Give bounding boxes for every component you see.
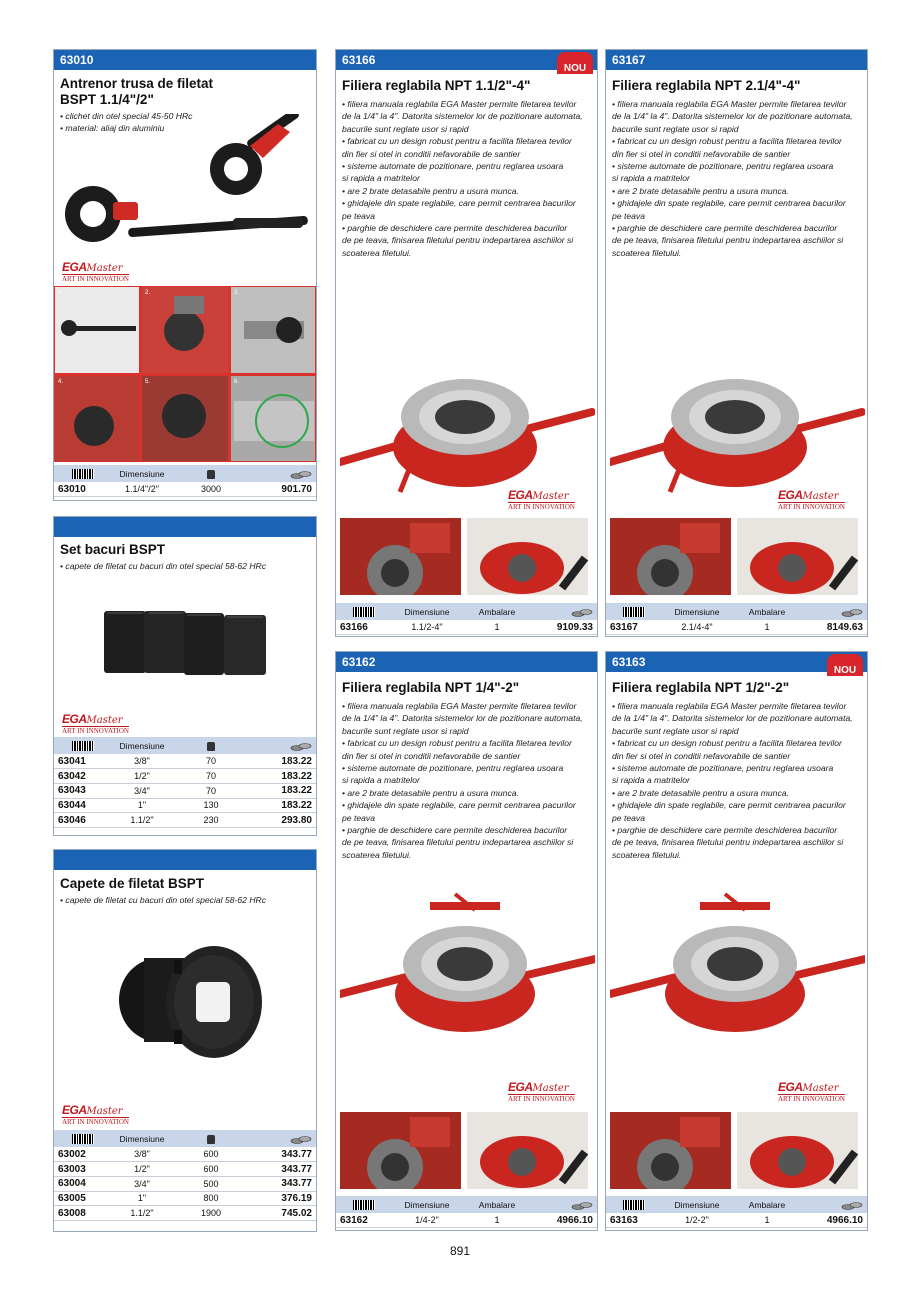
product-description bbox=[612, 700, 861, 861]
table-header-row bbox=[54, 737, 316, 754]
die-head-image bbox=[104, 930, 274, 1080]
product-title: Set bacuri BSPT bbox=[60, 542, 166, 557]
description-line: din fier si otel in conditii nefavorabile de santier bbox=[612, 750, 791, 761]
new-badge: NOU bbox=[557, 52, 593, 74]
spec-table bbox=[336, 603, 597, 635]
description-line: de la 1/4" la 4". Datorita sistemelor lor de pozitionare automata, bbox=[612, 111, 853, 122]
product-card-63163 bbox=[605, 651, 868, 1231]
product-card-63167 bbox=[605, 49, 868, 637]
brand-name: EGA bbox=[62, 1103, 87, 1117]
product-card-set-bacuri bbox=[53, 516, 317, 836]
card-header-bar bbox=[54, 517, 316, 537]
ega-master-logo bbox=[508, 1080, 575, 1103]
description-line: • parghie de deschidere care permite deschiderea bacurilor bbox=[342, 825, 568, 836]
ega-master-logo bbox=[62, 260, 129, 283]
description-line: bacurile sunt reglate usor si rapid bbox=[342, 725, 469, 736]
barcode-icon bbox=[353, 1200, 375, 1210]
bullet: • clichet din otel special 45-50 HRc bbox=[60, 111, 193, 121]
step-label: 2. bbox=[145, 290, 151, 296]
brand-name: EGA bbox=[778, 1080, 803, 1094]
col-dimensiune: Dimensiune bbox=[662, 603, 732, 620]
col-dimensiune: Dimensiune bbox=[662, 1196, 732, 1213]
table-header-row bbox=[606, 1196, 867, 1213]
description-line: din fier si otel in conditii nefavorabile de santier bbox=[342, 750, 521, 761]
brand-master: Master bbox=[532, 1083, 569, 1094]
description-line: • parghie de deschidere care permite deschiderea bacurilor bbox=[342, 223, 568, 234]
col-dimensiune: Dimensiune bbox=[392, 1196, 462, 1213]
table-row: 63003 1/2" 600 343.77 bbox=[54, 1162, 316, 1177]
description-line: scoaterea filetului. bbox=[342, 247, 412, 258]
ratchet-die-handle-image bbox=[58, 114, 314, 264]
col-ambalare: Ambalare bbox=[732, 1196, 802, 1213]
weight-icon bbox=[207, 470, 215, 479]
table-row: 63167 2.1/4-4" 1 8149.63 bbox=[606, 620, 867, 635]
coins-icon bbox=[571, 608, 593, 617]
product-title: Antrenor trusa de filetat BSPT 1.1/4"/2" bbox=[60, 76, 214, 107]
description-line: • filiera manuala reglabila EGA Master permite filetarea tevilor bbox=[342, 99, 577, 109]
col-dimensiune: Dimensiune bbox=[392, 603, 462, 620]
brand-master: Master bbox=[86, 1106, 123, 1117]
table-row: 63008 1.1/2" 1900 745.02 bbox=[54, 1206, 316, 1221]
description-line: de la 1/4" la 4". Datorita sistemelor lor de pozitionare automata, bbox=[342, 111, 583, 122]
description-line: si rapida a matritelor bbox=[612, 173, 690, 184]
product-code-header: 63166 bbox=[336, 50, 597, 70]
description-line: pe teava bbox=[342, 210, 375, 221]
table-row: 63162 1/4-2" 1 4966.10 bbox=[336, 1213, 597, 1228]
product-title: Filiera reglabila NPT 1/2"-2" bbox=[612, 680, 790, 695]
description-line: de pe teava, finisarea filetului pentru indepartarea aschiilor si bbox=[612, 235, 844, 246]
weight-icon bbox=[207, 742, 215, 751]
brand-tagline: ART IN INNOVATION bbox=[62, 275, 129, 283]
description-line: • filiera manuala reglabila EGA Master permite filetarea tevilor bbox=[342, 701, 577, 711]
table-row: 63163 1/2-2" 1 4966.10 bbox=[606, 1213, 867, 1228]
ega-master-logo bbox=[508, 488, 575, 511]
step-label: 6. bbox=[234, 379, 240, 385]
description-line: • sisteme automate de pozitionare, pentru reglarea usoara bbox=[342, 763, 564, 774]
description-line: de la 1/4" la 4". Datorita sistemelor lor de pozitionare automata, bbox=[612, 713, 853, 724]
detail-photo-right bbox=[737, 518, 858, 595]
coins-icon bbox=[290, 742, 312, 751]
table-header-row bbox=[54, 1130, 316, 1147]
coins-icon bbox=[290, 470, 312, 479]
description-line: • sisteme automate de pozitionare, pentru reglarea usoara bbox=[342, 161, 564, 172]
barcode-icon bbox=[353, 607, 375, 617]
description-line: • sisteme automate de pozitionare, pentru reglarea usoara bbox=[612, 161, 834, 172]
description-line: • parghie de deschidere care permite deschiderea bacurilor bbox=[612, 825, 838, 836]
description-line: • fabricat cu un design robust pentru a facilita filetarea tevilor bbox=[342, 738, 572, 749]
detail-photo-right bbox=[467, 518, 588, 595]
description-line: • fabricat cu un design robust pentru a facilita filetarea tevilor bbox=[342, 136, 572, 147]
product-card-capete bbox=[53, 849, 317, 1232]
step-label: 4. bbox=[58, 379, 64, 385]
col-dimensiune: Dimensiune bbox=[112, 737, 172, 754]
brand-name: EGA bbox=[508, 488, 533, 502]
description-line: din fier si otel in conditii nefavorabile de santier bbox=[612, 148, 791, 159]
bullet: • capete de filetat cu bacuri din otel special 58-62 HRc bbox=[60, 895, 267, 905]
description-line: • are 2 brate detasabile pentru a usura munca. bbox=[342, 787, 519, 798]
description-line: • parghie de deschidere care permite deschiderea bacurilor bbox=[612, 223, 838, 234]
barcode-icon bbox=[623, 607, 645, 617]
description-line: • ghidajele din spate reglabile, care permit centrarea bacurilor bbox=[342, 198, 576, 209]
brand-master: Master bbox=[532, 491, 569, 502]
description-line: scoaterea filetului. bbox=[612, 849, 682, 860]
description-line: de pe teava, finisarea filetului pentru indepartarea aschiilor si bbox=[342, 837, 574, 848]
step-label: 1. bbox=[58, 290, 64, 296]
usage-steps-photo-grid bbox=[54, 286, 316, 462]
description-line: din fier si otel in conditii nefavorabile de santier bbox=[342, 148, 521, 159]
table-row: 63005 1" 800 376.19 bbox=[54, 1191, 316, 1206]
adjustable-die-stock-image bbox=[610, 884, 865, 1054]
bullet: • capete de filetat cu bacuri din otel special 58-62 HRc bbox=[60, 561, 267, 571]
ega-master-logo bbox=[778, 1080, 845, 1103]
description-line: pe teava bbox=[342, 812, 375, 823]
brand-tagline: ART IN INNOVATION bbox=[778, 1095, 845, 1103]
description-line: • fabricat cu un design robust pentru a facilita filetarea tevilor bbox=[612, 136, 842, 147]
col-ambalare: Ambalare bbox=[462, 603, 532, 620]
brand-name: EGA bbox=[508, 1080, 533, 1094]
description-line: • are 2 brate detasabile pentru a usura munca. bbox=[342, 185, 519, 196]
weight-icon bbox=[207, 1135, 215, 1144]
detail-photo-left bbox=[340, 518, 461, 595]
description-line: • fabricat cu un design robust pentru a facilita filetarea tevilor bbox=[612, 738, 842, 749]
coins-icon bbox=[290, 1135, 312, 1144]
brand-tagline: ART IN INNOVATION bbox=[508, 1095, 575, 1103]
brand-tagline: ART IN INNOVATION bbox=[778, 503, 845, 511]
table-header-row bbox=[336, 1196, 597, 1213]
barcode-icon bbox=[623, 1200, 645, 1210]
product-description bbox=[60, 560, 310, 572]
ega-master-logo bbox=[62, 1103, 129, 1126]
col-ambalare: Ambalare bbox=[462, 1196, 532, 1213]
brand-name: EGA bbox=[62, 260, 87, 274]
brand-tagline: ART IN INNOVATION bbox=[62, 1118, 129, 1126]
col-ambalare: Ambalare bbox=[732, 603, 802, 620]
card-header-bar bbox=[54, 850, 316, 870]
description-line: • filiera manuala reglabila EGA Master permite filetarea tevilor bbox=[612, 701, 847, 711]
description-line: de la 1/4" la 4". Datorita sistemelor lor de pozitionare automata, bbox=[342, 713, 583, 724]
description-line: bacurile sunt reglate usor si rapid bbox=[612, 725, 739, 736]
col-dimensiune: Dimensiune bbox=[112, 1130, 172, 1147]
product-code-header: 63167 bbox=[606, 50, 867, 70]
product-title: Filiera reglabila NPT 1/4"-2" bbox=[342, 680, 520, 695]
col-dimensiune: Dimensiune bbox=[112, 465, 172, 482]
table-row: 63004 3/4" 500 343.77 bbox=[54, 1176, 316, 1191]
description-line: • ghidajele din spate reglabile, care permit centrarea bacurilor bbox=[612, 198, 846, 209]
barcode-icon bbox=[72, 1134, 94, 1144]
table-row: 63041 3/8" 70 183.22 bbox=[54, 754, 316, 769]
coins-icon bbox=[841, 608, 863, 617]
table-row: 63166 1.1/2-4" 1 9109.33 bbox=[336, 620, 597, 635]
table-row: 63042 1/2" 70 183.22 bbox=[54, 769, 316, 784]
description-line: bacurile sunt reglate usor si rapid bbox=[612, 123, 739, 134]
table-row: 63010 1.1/4"/2" 3000 901.70 bbox=[54, 482, 316, 497]
description-line: • are 2 brate detasabile pentru a usura munca. bbox=[612, 185, 789, 196]
product-description bbox=[60, 894, 310, 906]
description-line: • ghidajele din spate reglabile, care permit centrarea pacurilor bbox=[342, 800, 576, 811]
description-line: bacurile sunt reglate usor si rapid bbox=[342, 123, 469, 134]
spec-table bbox=[54, 465, 316, 497]
description-line: scoaterea filetului. bbox=[342, 849, 412, 860]
product-title: Filiera reglabila NPT 1.1/2"-4" bbox=[342, 78, 531, 93]
adjustable-die-stock-image bbox=[340, 332, 595, 502]
coins-icon bbox=[571, 1201, 593, 1210]
brand-name: EGA bbox=[62, 712, 87, 726]
product-description bbox=[342, 98, 591, 259]
description-line: de pe teava, finisarea filetului pentru indepartarea aschiilor si bbox=[342, 235, 574, 246]
ega-master-logo bbox=[62, 712, 129, 735]
die-set-image bbox=[99, 603, 279, 683]
product-card-63162 bbox=[335, 651, 598, 1231]
spec-table bbox=[54, 1130, 316, 1221]
brand-master: Master bbox=[802, 1083, 839, 1094]
product-description bbox=[612, 98, 861, 259]
table-header-row bbox=[54, 465, 316, 482]
detail-photo-right bbox=[737, 1112, 858, 1189]
description-line: si rapida a matritelor bbox=[342, 775, 420, 786]
description-line: • are 2 brate detasabile pentru a usura munca. bbox=[612, 787, 789, 798]
table-header-row bbox=[606, 603, 867, 620]
spec-table bbox=[606, 1196, 867, 1228]
spec-table bbox=[606, 603, 867, 635]
product-title: Filiera reglabila NPT 2.1/4"-4" bbox=[612, 78, 801, 93]
step-label: 5. bbox=[145, 379, 151, 385]
detail-photo-left bbox=[340, 1112, 461, 1189]
detail-photo-left bbox=[610, 1112, 731, 1189]
product-description bbox=[342, 700, 591, 861]
detail-photo-right bbox=[467, 1112, 588, 1189]
description-line: pe teava bbox=[612, 812, 645, 823]
table-header-row bbox=[336, 603, 597, 620]
coins-icon bbox=[841, 1201, 863, 1210]
step-label: 3. bbox=[234, 290, 240, 296]
product-card-63010 bbox=[53, 49, 317, 501]
brand-tagline: ART IN INNOVATION bbox=[508, 503, 575, 511]
product-code-header: 63162 bbox=[336, 652, 597, 672]
page-number: 891 bbox=[449, 1244, 471, 1258]
product-title: Capete de filetat BSPT bbox=[60, 876, 205, 891]
brand-name: EGA bbox=[778, 488, 803, 502]
bullet: • material: aliaj din aluminiu bbox=[60, 123, 165, 134]
adjustable-die-stock-image bbox=[610, 332, 865, 502]
barcode-icon bbox=[72, 469, 94, 479]
adjustable-die-stock-image bbox=[340, 884, 595, 1054]
brand-master: Master bbox=[86, 715, 123, 726]
product-code-header: 63163 bbox=[606, 652, 867, 672]
brand-master: Master bbox=[802, 491, 839, 502]
description-line: scoaterea filetului. bbox=[612, 247, 682, 258]
table-row: 63002 3/8" 600 343.77 bbox=[54, 1147, 316, 1162]
spec-table bbox=[54, 737, 316, 828]
ega-master-logo bbox=[778, 488, 845, 511]
description-line: de pe teava, finisarea filetului pentru indepartarea aschiilor si bbox=[612, 837, 844, 848]
table-row: 63043 3/4" 70 183.22 bbox=[54, 783, 316, 798]
product-code-header: 63010 bbox=[54, 50, 316, 70]
product-card-63166 bbox=[335, 49, 598, 637]
description-line: • sisteme automate de pozitionare, pentru reglarea usoara bbox=[612, 763, 834, 774]
barcode-icon bbox=[72, 741, 94, 751]
brand-master: Master bbox=[86, 263, 123, 274]
brand-tagline: ART IN INNOVATION bbox=[62, 727, 129, 735]
detail-photo-left bbox=[610, 518, 731, 595]
table-row: 63046 1.1/2" 230 293.80 bbox=[54, 813, 316, 828]
new-badge: NOU bbox=[827, 654, 863, 676]
spec-table bbox=[336, 1196, 597, 1228]
description-line: pe teava bbox=[612, 210, 645, 221]
description-line: si rapida a matritelor bbox=[342, 173, 420, 184]
description-line: • filiera manuala reglabila EGA Master permite filetarea tevilor bbox=[612, 99, 847, 109]
description-line: • ghidajele din spate reglabile, care permit centrarea pacurilor bbox=[612, 800, 846, 811]
description-line: si rapida a matritelor bbox=[612, 775, 690, 786]
table-row: 63044 1" 130 183.22 bbox=[54, 798, 316, 813]
